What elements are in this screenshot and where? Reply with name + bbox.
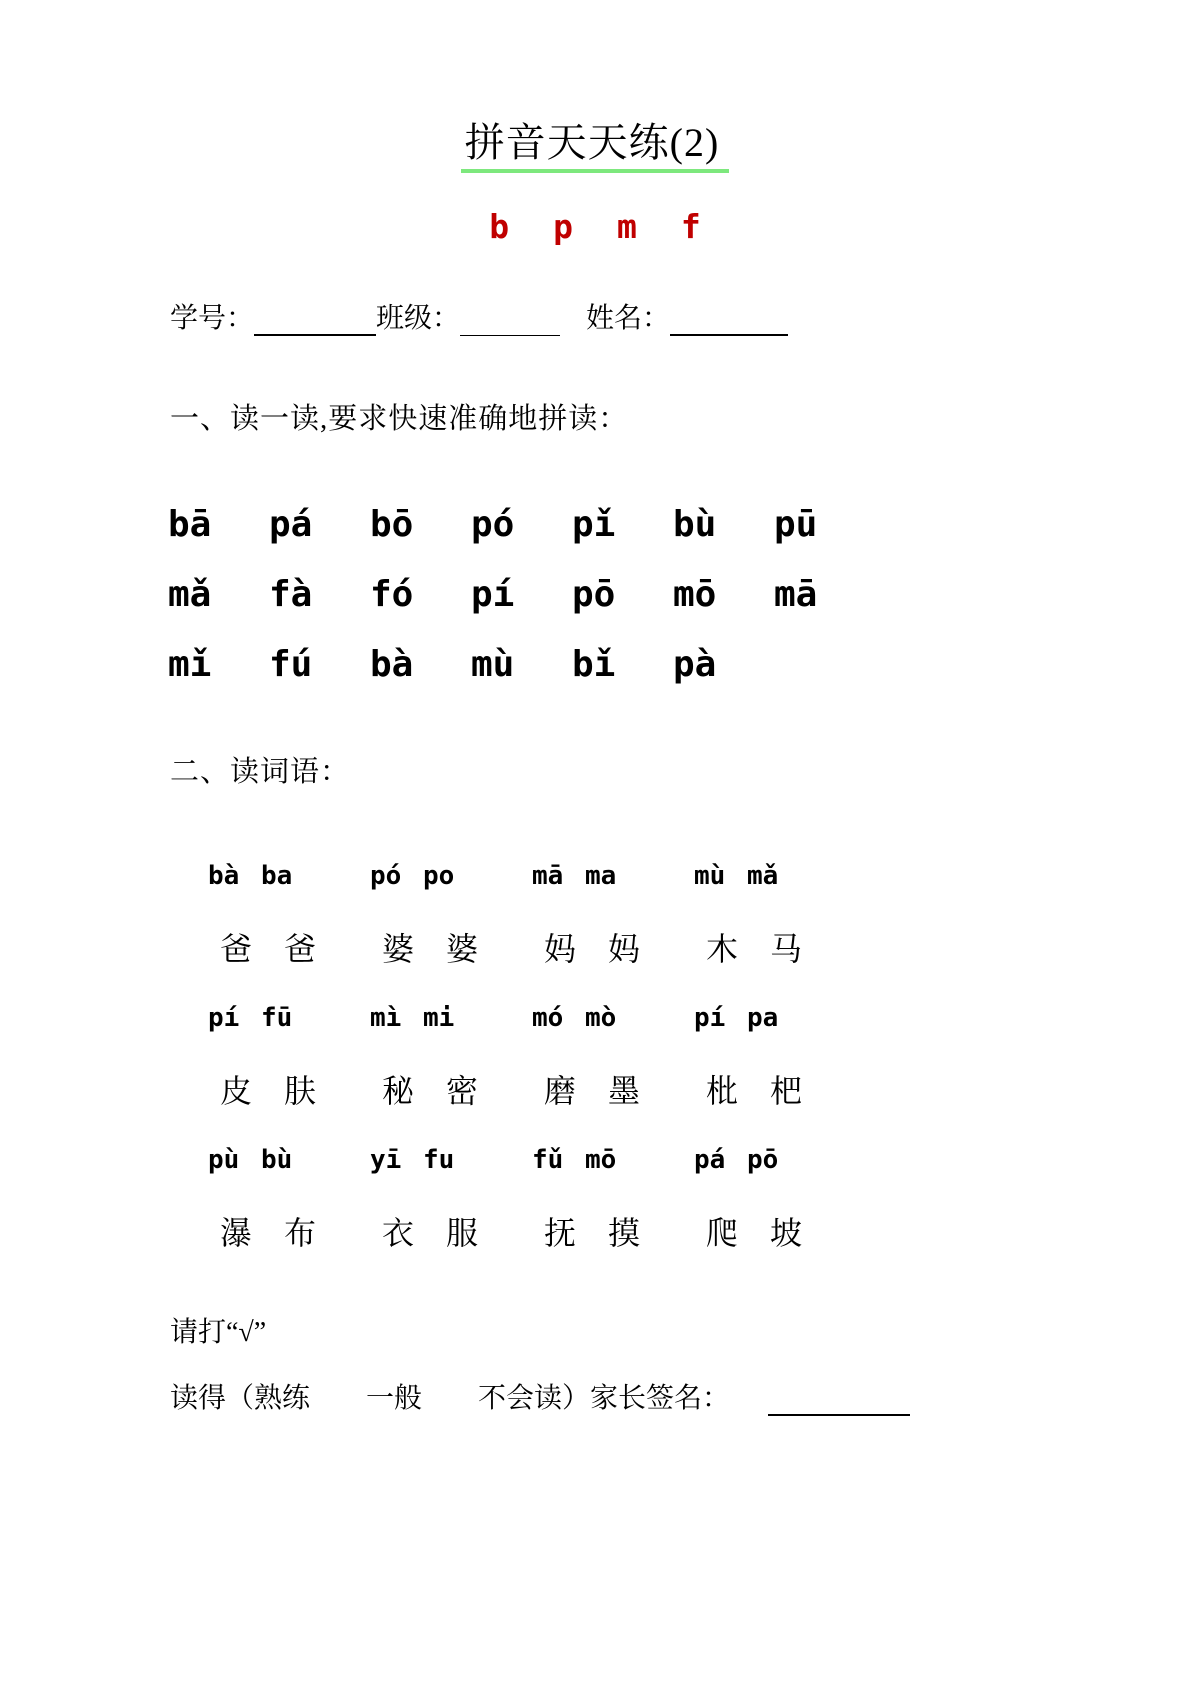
page-title: 拼音天天练(2) <box>461 120 730 173</box>
syllable: mō <box>673 573 717 615</box>
syllable: bù <box>673 503 717 545</box>
syllable: fó <box>370 573 414 615</box>
word-pinyin-row-1 <box>208 840 1190 911</box>
word-pinyin: mì mi <box>370 1002 455 1033</box>
syllable: bā <box>168 503 212 545</box>
section1-heading: 一、读一读,要求快速准确地拼读： <box>170 403 629 435</box>
word-hanzi: 妈 妈 <box>544 930 641 967</box>
syllable: mǎ <box>168 573 212 615</box>
student-id-blank <box>254 304 376 336</box>
syllable: pǐ <box>572 503 616 545</box>
initial-letter-p: p <box>553 207 573 246</box>
word-hanzi: 衣 服 <box>382 1214 479 1251</box>
word-pinyin: mā ma <box>532 860 617 891</box>
title-area <box>0 0 1190 173</box>
syllable: pū <box>774 503 818 545</box>
parent-signature-blank <box>768 1384 910 1416</box>
syllable: fú <box>269 643 313 685</box>
syllable: bǐ <box>572 643 616 685</box>
initial-letter-f: f <box>680 207 701 246</box>
syllable: pà <box>673 643 717 685</box>
word-pinyin: pó po <box>370 860 455 891</box>
syllable: pí <box>471 573 515 615</box>
word-hanzi: 爬 坡 <box>706 1214 803 1251</box>
pinyin-drill-rows <box>168 489 1190 699</box>
word-hanzi: 瀑 布 <box>220 1214 317 1251</box>
word-pinyin: pí pa <box>694 1002 779 1033</box>
word-hanzi-row-2 <box>208 1053 1190 1124</box>
word-hanzi: 磨 墨 <box>544 1072 641 1109</box>
syllable: pó <box>471 503 515 545</box>
syllable: bō <box>370 503 414 545</box>
word-pinyin: pù bù <box>208 1144 293 1175</box>
section2-heading: 二、读词语： <box>170 756 351 788</box>
syllable: fà <box>269 573 313 615</box>
word-hanzi: 爸 爸 <box>220 930 317 967</box>
pinyin-row-1 <box>168 489 1190 559</box>
initial-letter-b: b <box>489 207 510 246</box>
word-pinyin-row-2 <box>208 982 1190 1053</box>
word-pinyin: fǔ mō <box>532 1144 617 1175</box>
word-hanzi: 婆 婆 <box>382 930 479 967</box>
syllable: mǐ <box>168 643 212 685</box>
pinyin-row-2 <box>168 559 1190 629</box>
name-label: 姓名： <box>586 303 671 334</box>
word-hanzi: 皮 肤 <box>220 1072 317 1109</box>
word-list <box>208 840 1190 1266</box>
student-info-line <box>170 296 1190 336</box>
syllable: mù <box>471 643 515 685</box>
initial-letter-m: m <box>617 207 637 246</box>
student-id-label: 学号： <box>170 303 255 334</box>
word-hanzi-row-1 <box>208 911 1190 982</box>
rating-text: 读得（熟练 一般 不会读）家长签名： <box>170 1383 731 1414</box>
word-hanzi-row-3 <box>208 1195 1190 1266</box>
name-blank <box>670 304 788 336</box>
word-hanzi: 枇 杷 <box>706 1072 803 1109</box>
syllable: pō <box>572 573 616 615</box>
syllable: bà <box>370 643 414 685</box>
word-hanzi: 秘 密 <box>382 1072 479 1109</box>
class-blank <box>460 305 560 336</box>
syllable: pá <box>269 503 313 545</box>
initials-row <box>0 207 1190 246</box>
word-pinyin: mù mǎ <box>694 860 779 891</box>
word-hanzi: 木 马 <box>706 930 803 967</box>
word-pinyin: pí fū <box>208 1002 293 1033</box>
word-pinyin-row-3 <box>208 1124 1190 1195</box>
class-label: 班级： <box>376 303 461 334</box>
word-pinyin: pá pō <box>694 1144 779 1175</box>
pinyin-row-3 <box>168 629 1190 699</box>
word-pinyin: mó mò <box>532 1002 617 1033</box>
word-pinyin: yī fu <box>370 1144 455 1175</box>
rating-line <box>170 1376 1190 1416</box>
word-hanzi: 抚 摸 <box>544 1214 641 1251</box>
check-instruction: 请打“√” <box>170 1317 267 1348</box>
syllable: mā <box>774 573 818 615</box>
word-pinyin: bà ba <box>208 860 293 891</box>
